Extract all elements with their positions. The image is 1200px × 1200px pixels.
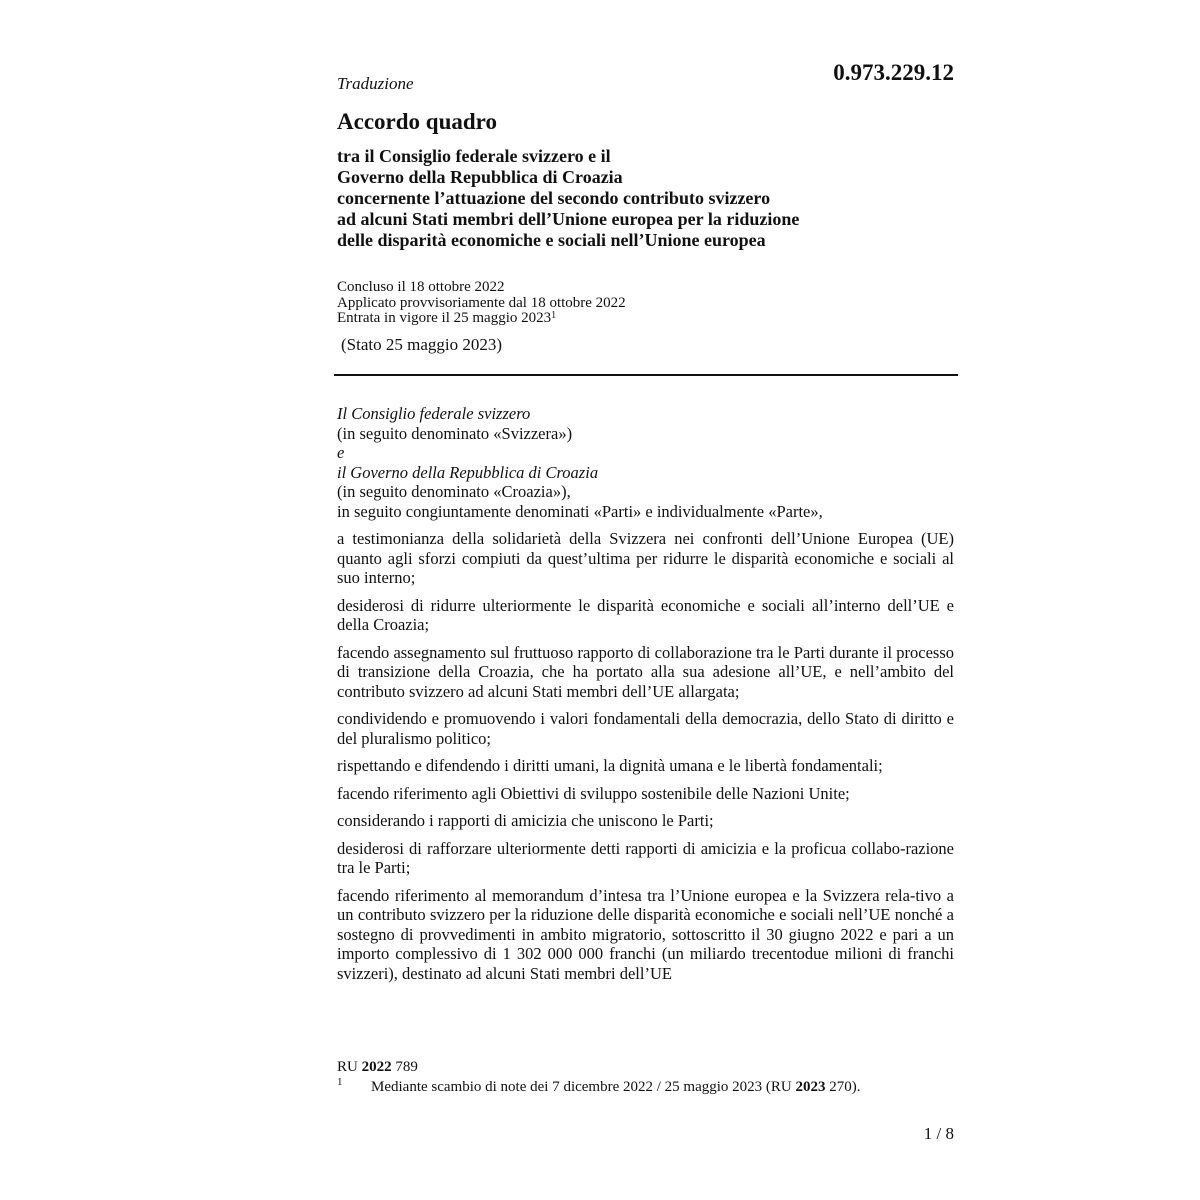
date-concluded: Concluso il 18 ottobre 2022: [337, 279, 505, 295]
footnote-number: 1: [337, 1076, 343, 1088]
document-label: Traduzione: [337, 74, 414, 93]
page-number: 1 / 8: [923, 1124, 954, 1143]
footnote-ref[interactable]: 1: [551, 310, 557, 321]
preamble-paragraph: considerando i rapporti di amicizia che uniscono le Parti;: [337, 811, 714, 830]
date-applied: Applicato provvisoriamente dal 18 ottobre 2022: [337, 294, 626, 311]
status-date: (Stato 25 maggio 2023): [341, 335, 503, 354]
party-croatia-alias: (in seguito denominato «Croazia»),: [337, 482, 571, 501]
subtitle-line: Governo della Repubblica di Croazia: [337, 167, 623, 187]
party-switzerland-alias: (in seguito denominato «Svizzera»): [337, 423, 573, 443]
subtitle-line: ad alcuni Stati membri dell’Unione europea per la riduzione: [337, 209, 800, 229]
date-in-force-line: [337, 311, 626, 327]
footnote-text-before: Mediante scambio di note dei 7 dicembre 2022 / 25 maggio 2023 (RU: [371, 1079, 792, 1095]
sr-number: 0.973.229.12: [833, 60, 954, 85]
party-switzerland: Il Consiglio federale svizzero: [337, 404, 531, 423]
ru-prefix: RU: [337, 1059, 358, 1075]
document-title: Accordo quadro: [337, 109, 497, 134]
subtitle-line: tra il Consiglio federale svizzero e il: [337, 146, 611, 166]
parties-jointly: in seguito congiuntamente denominati «Parti» e individualmente «Parte»,: [337, 501, 823, 521]
party-croatia: il Governo della Repubblica di Croazia: [337, 462, 599, 482]
footnote-year: 2023: [795, 1079, 826, 1095]
ru-reference: [337, 1059, 418, 1076]
parties-conjunction: e: [337, 443, 345, 462]
ru-page: 789: [395, 1059, 418, 1075]
subtitle-line: concernente l’attuazione del secondo contributo svizzero: [337, 188, 771, 208]
preamble-paragraph: desiderosi di rafforzare ulteriormente detti rapporti di amicizia e la proficua collabo-razione tra le Parti;: [337, 838, 954, 877]
dates-block: [337, 280, 626, 327]
date-in-force: Entrata in vigore il 25 maggio 2023: [337, 310, 552, 326]
subtitle-line: delle disparità economiche e sociali nell’Unione europea: [337, 230, 766, 250]
preamble-paragraph: condividendo e promuovendo i valori fondamentali della democrazia, dello Stato di diritto e del pluralismo politico;: [337, 709, 954, 748]
header-divider: [334, 374, 958, 376]
parties-intro: [337, 404, 954, 521]
preamble-paragraph: desiderosi di ridurre ulteriormente le disparità economiche e sociali all’interno dell’UE e della Croazia;: [337, 595, 954, 634]
document-subtitle: [337, 146, 897, 251]
preamble-paragraph: facendo riferimento al memorandum d’intesa tra l’Unione europea e la Svizzera rela-tivo a un contributo svizzero per la riduzione delle disparità economiche e sociali nell’UE nonché a sostegno di provvedimenti in ambito migratorio, sottoscritto il 30 giugno 2022 e pari a un importo complessivo di 1 302 000 000 franchi (un miliardo trecentodue milioni di franchi svizzeri), destinato ad alcuni Stati membri dell’UE: [337, 885, 954, 983]
preamble-paragraph: a testimonianza della solidarietà della Svizzera nei confronti dell’Unione Europea (UE) quanto agli sforzi compiuti da quest’ultima per ridurre le disparità economiche e sociali al suo interno;: [337, 529, 954, 587]
preamble-paragraph: rispettando e difendendo i diritti umani, la dignità umana e le libertà fondamentali;: [337, 756, 883, 775]
footnote-text: [371, 1079, 861, 1096]
preamble-paragraph: facendo riferimento agli Obiettivi di sviluppo sostenibile delle Nazioni Unite;: [337, 783, 850, 803]
preamble-paragraph: facendo assegnamento sul fruttuoso rapporto di collaborazione tra le Parti durante il processo di transizione della Croazia, che ha portato alla sua adesione all’UE, e nell’ambito del contributo svizzero ad alcuni Stati membri dell’UE allargata;: [337, 642, 954, 701]
document-body: [337, 404, 954, 983]
footnote-text-after: 270).: [829, 1079, 861, 1095]
ru-year: 2022: [361, 1059, 392, 1075]
